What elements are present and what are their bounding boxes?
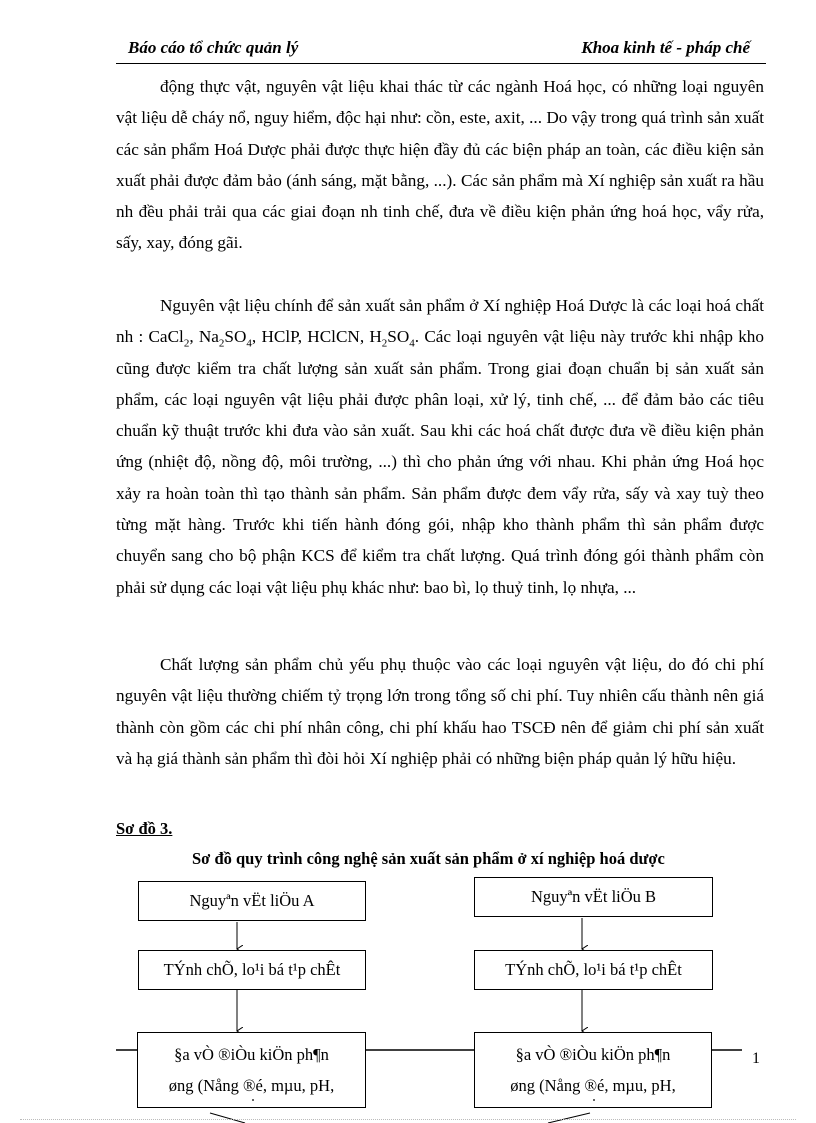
marker-dot [252,1099,254,1101]
box-refine-b: TÝnh chÕ, lo¹i bá t¹p chÊt [474,950,713,990]
box-reaction-b-line2: øng (Nång ®é, mµu, pH, [510,1076,676,1095]
marker-dot [593,1099,595,1101]
header-left-title: Báo cáo tổ chức quản lý [128,38,299,57]
connector-right-down [548,1113,590,1123]
box-refine-a: TÝnh chÕ, lo¹i bá t¹p chÊt [138,950,366,990]
box-reaction-a [137,1032,366,1108]
box-reaction-a-line2: øng (Nång ®é, mµu, pH, [168,1076,335,1095]
footer-dotted-line [20,1119,796,1120]
header-right-title: Khoa kinh tế - pháp chế [581,38,750,57]
box-material-b: Nguyªn vËt liÖu B [474,877,713,917]
box-reaction-a-line1: §a vÒ ®iÒu kiÖn ph¶n [174,1045,329,1064]
box-reaction-b [474,1032,712,1108]
diagram-title: Sơ đồ quy trình công nghệ sản xuất sản phẩm ở xí nghiệp hoá dược [192,849,665,868]
connector-left-down [210,1113,245,1123]
page-number: 1 [752,1050,760,1067]
box-material-a: Nguyªn vËt liÖu A [138,881,366,921]
section-label: Sơ đồ 3. [116,819,173,838]
paragraph-1: động thực vật, nguyên vật liệu khai thác từ các ngành Hoá học, có những loại nguyên vật liệu dễ cháy nổ, nguy hiểm, độc hại như: cồn, este, axit, ... Do vậy trong quá trình sản xuất các sản phẩm Hoá Dược phải được thực hiện đầy đủ các biện pháp an toàn, các điều kiện sản xuất phải được đảm bảo (ánh sáng, mặt bằng, ...). Các sản phẩm mà Xí nghiệp sản xuất ra hầu nh đều phải trải qua các giai đoạn nh tinh chế, đưa về điều kiện phản ứng hoá học, vẩy rửa, sấy, xay, đóng gãi. [116,77,764,253]
paragraph-2: Nguyên vật liệu chính để sản xuất sản phẩm ở Xí nghiệp Hoá Dược là các loại hoá chất nh : CaCl$_2$, $Na_2SO_4$, HClP, HClCN, $H_2SO_4$. Các loại nguyên vật liệu này trước khi nhập kho cũng được kiểm tra chất lượng sản xuất sản phẩm. Trong giai đoạn chuẩn bị sản xuất sản phẩm, các loại nguyên vật liệu phải được phân loại, xử lý, tinh chế, ... để đảm bảo các tiêu chuẩn kỹ thuật trước khi đưa vào sản xuất. Sau khi các hoá chất được đưa về điều kiện phản ứng (nhiệt độ, nồng độ, môi trường, ...) thì cho phản ứng với nhau. Khi phản ứng Hoá học xảy ra hoàn toàn thì tạo thành sản phẩm. Sản phẩm được đem vẩy rửa, sấy và xay tuỳ theo từng mặt hàng. Trước khi tiến hành đóng gói, nhập kho thành phẩm thì sản phẩm được chuyển sang cho bộ phận KCS để kiểm tra chất lượng. Quá trình đóng gói thành phẩm còn phải sử dụng các loại vật liệu phụ khác như: bao bì, lọ thuỷ tinh, lọ nhựa, ... [116,296,764,597]
box-reaction-b-line1: §a vÒ ®iÒu kiÖn ph¶n [515,1045,671,1064]
paragraph-3: Chất lượng sản phẩm chủ yếu phụ thuộc vào các loại nguyên vật liệu, do đó chi phí nguyên vật liệu thường chiếm tỷ trọng lớn trong tổng số chi phí. Tuy nhiên cấu thành nên giá thành còn gồm các chi phí nhân công, chi phí khấu hao TSCĐ nên để giảm chi phí sản xuất và hạ giá thành sản phẩm thì đòi hỏi Xí nghiệp phải có những biện pháp quản lý hữu hiệu. [116,655,764,768]
